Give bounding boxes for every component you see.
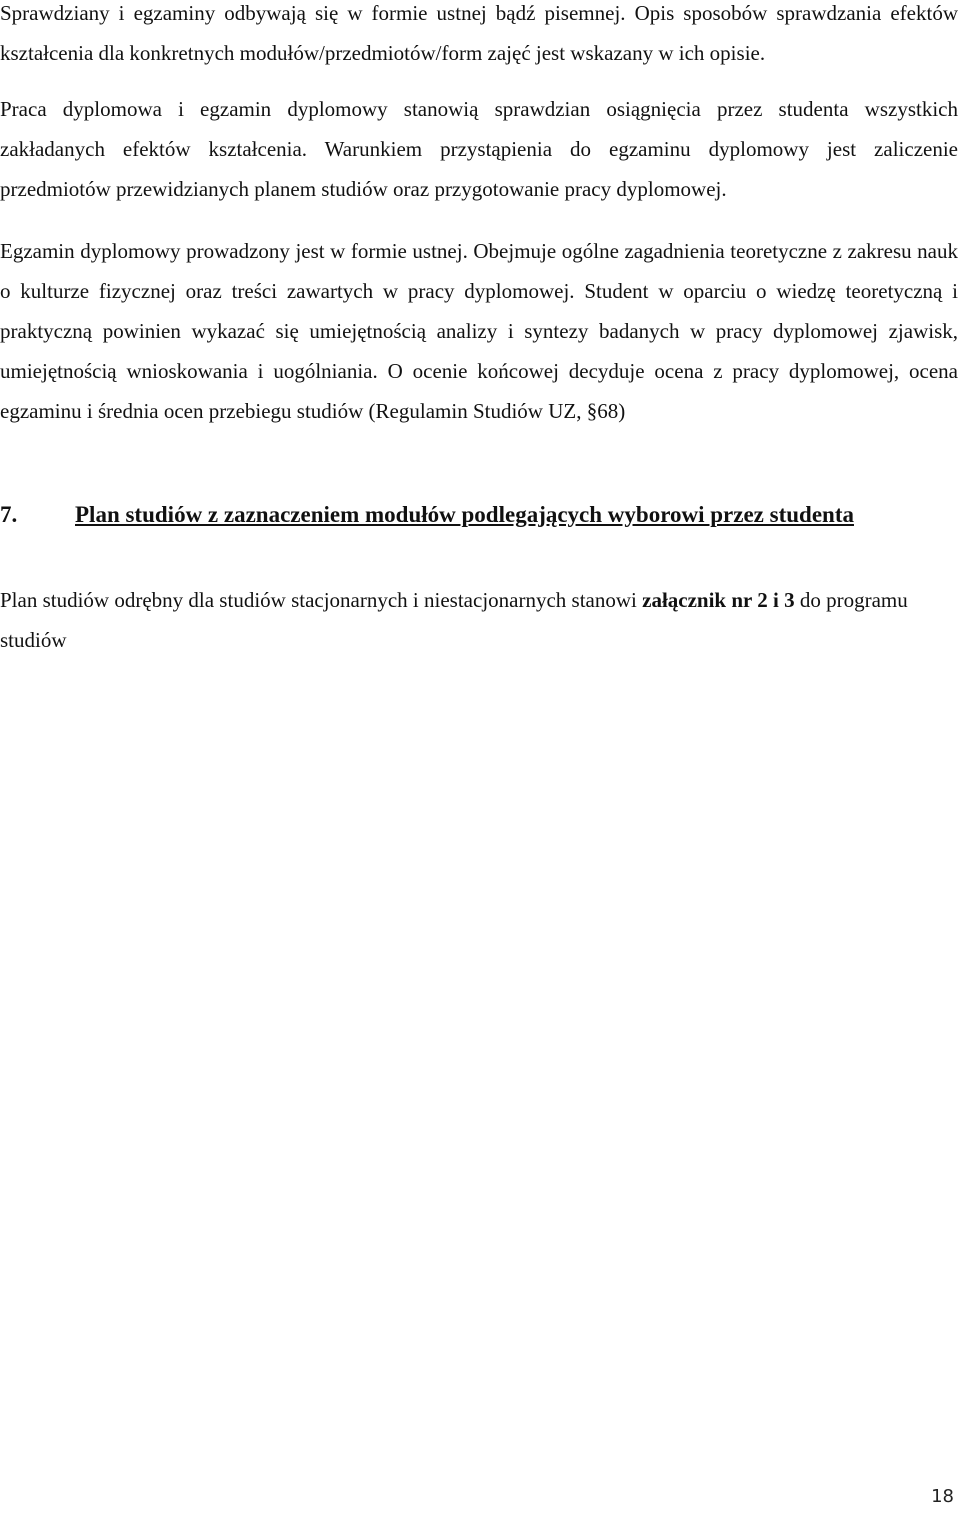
study-plan-text-start: Plan studiów odrębny dla studiów stacjonarnych i niestacjonarnych stanowi (0, 588, 643, 612)
page-number: 18 (931, 1486, 954, 1507)
attachment-reference: załącznik nr 2 i 3 (642, 588, 795, 612)
section-number: 7. (0, 502, 18, 527)
section-heading (0, 495, 958, 535)
paragraph-diploma-work: Praca dyplomowa i egzamin dyplomowy stanowią sprawdzian osiągnięcia przez studenta wszystkich zakładanych efektów kształcenia. Warunkiem przystąpienia do egzaminu dyplomowy jest zaliczenie przedmiotów przewidzianych planem studiów oraz przygotowanie pracy dyplomowej. (0, 97, 958, 201)
study-plan-text-end: do programu studiów (0, 588, 908, 652)
paragraph-study-plan (0, 580, 958, 660)
section-title: Plan studiów z zaznaczeniem modułów podlegających wyborowi przez studenta (75, 502, 854, 527)
paragraph-assessment-methods: Sprawdziany i egzaminy odbywają się w formie ustnej bądź pisemnej. Opis sposobów sprawdzania efektów kształcenia dla konkretnych modułów/przedmiotów/form zajęć jest wskazany w ich opisie. (0, 1, 958, 65)
paragraph-diploma-exam: Egzamin dyplomowy prowadzony jest w formie ustnej. Obejmuje ogólne zagadnienia teoretyczne z zakresu nauk o kulturze fizycznej oraz treści zawartych w pracy dyplomowej. Student w oparciu o wiedzę teoretyczną i praktyczną powinien wykazać się umiejętnością analizy i syntezy badanych w pracy dyplomowej zjawisk, umiejętnością wnioskowania i uogólniania. O ocenie końcowej decyduje ocena z pracy dyplomowej, ocena egzaminu i średnia ocen przebiegu studiów (Regulamin Studiów UZ, §68) (0, 239, 958, 423)
